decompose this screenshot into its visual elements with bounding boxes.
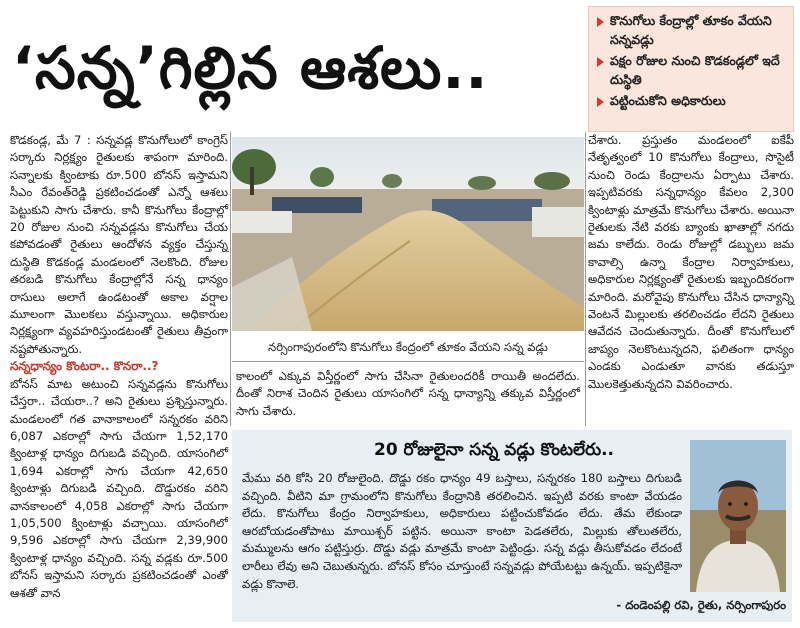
highlight-text: పక్షం రోజుల నుంచి కొడకండ్లలో ఇదే దుస్థితి — [610, 53, 780, 87]
photo-caption: నర్సింగాపురంలోని కొనుగోలు కేంద్రంలో తూకం వేయని సన్న వడ్లు — [232, 333, 584, 362]
triangle-bullet-icon — [597, 97, 604, 107]
article-column-1 — [10, 132, 228, 602]
column-divider — [230, 132, 231, 426]
quote-paragraph: మేము వరి కోసి 20 రోజులైంది. దొడ్డు రకం ధాన్యం 49 బస్తాలు, సన్నరకం 180 బస్తాలు దిగుబడి వచ్చింది. వీటిని మా గ్రామంలోని కొనుగోలు కేంద్రానికి తరలించిన. ఇప్పటి వరకు కాంటా వేయడం లేదు. కొనుగోలు కేంద్రం నిర్వాహకులు, అధికారులు పట్టించుకోవడం లేదు. తేమ లేకుండా ఆరబోయడంతోపాటు మాయిశ్చర్‌ పట్టిన. అయినా కాంటా పెడతలేరు, మిల్లుకు తోలుతలేరు, మమ్ములను ఆగం పట్టిస్తుర్రు. దొడ్డు వడ్లు మాత్రమే కాంటా పెట్టిండ్రు. సన్న వడ్లు తీసుకోవడం లేదంటే లారీలు లేవు అని చెబుతున్నరు. బోనస్‌ కోసం చూస్తుంటే సన్నవడ్లు పోయేటట్టు ఉన్నయ్‌. ఇప్పటికైనా వడ్లు కొనాలె. — [242, 471, 682, 591]
highlight-item — [597, 91, 787, 110]
triangle-bullet-icon — [597, 57, 604, 67]
farmer-portrait-photo — [690, 440, 786, 592]
farmer-portrait-illustration — [690, 440, 786, 592]
triangle-bullet-icon — [597, 17, 604, 27]
article-column-3 — [588, 132, 794, 393]
highlights-box — [588, 6, 794, 132]
article-paragraph: కాలంలో ఎక్కువ విస్తీర్ణంలో సాగు చేసినా రైతులందరికీ రాయితీ అందలేదు. దీంతో నిరాశ చెందిన రైతులు యాసంగిలో సన్న ధాన్యాన్ని తక్కువ విస్తీర్ణంలో సాగు చేశారు. — [236, 369, 580, 418]
rice-heap-illustration — [232, 137, 584, 331]
article-paragraph: కొడకండ్ల, మే 7 : సన్నవడ్ల కొనుగోలులో కాంగ్రెస్‌ సర్కారు నిర్లక్ష్యం రైతులకు శాపంగా మారింది. సన్నాలకు క్వింటాకు రూ.500 బోనస్‌ ఇస్తామని సీఎం రేవంత్‌రెడ్డి ప్రకటించడంతో ఎన్నో ఆశలు పెట్టుకుని సాగు చేశారు. కానీ కొనుగోలు కేంద్రాల్లో 20 రోజుల నుంచి సన్నవడ్లను కొనుగోలు చేయ కపోవడంతో రైతులు ఆందోళన వ్యక్తం చేస్తున్న దుస్థితి కొడకండ్ల మండలంలో నెలకొంది. రోజుల తరబడి కొనుగోలు కేంద్రాల్లోనే సన్న ధాన్యం రాసులు అలాగే ఉండటంతో అకాల వర్షాల మూలంగా మొలకలు వస్తున్నాయి. అధికారుల నిర్లక్ష్యంగా వ్యవహరిస్తుండటంతో రైతులు తీవ్రంగా నష్టపోతున్నారు. — [10, 133, 228, 356]
rice-heap-photo — [232, 137, 584, 331]
highlight-text: కొనుగోలు కేంద్రాల్లో తూకం వేయని సన్నవడ్లు — [610, 13, 772, 47]
highlight-item — [597, 51, 787, 89]
quote-attribution: - దండెంపల్లి రవి, రైతు, నర్సింగాపురం — [616, 598, 786, 612]
article-paragraph: చేశారు. ప్రస్తుతం మండలంలో ఐకేపీ నేతృత్వంలో 10 కొనుగోలు కేంద్రాలు, సొసైటీ నుంచి రెండు కేంద్రాలను ఏర్పాటు చేశారు. ఇప్పటివరకు సన్నధాన్యం కేవలం 2,300 క్వింటాళ్లు మాత్రమే కొనుగోలు చేశారు. అయినా రైతులకు నేటి వరకు బ్యాంకు ఖాతాల్లో నగదు జమ కాలేదు. రెండు రోజుల్లో డబ్బులు జమ కావాల్సి ఉన్నా కేంద్రాల నిర్వాహకులు, అధికారుల నిర్లక్ష్యంతో రైతులకు ఇబ్బందికరంగా మారింది. మరోవైపు కొనుగోలు చేసిన ధాన్యాన్ని వెంటనే మిల్లులకు తరలించడం లేదని రైతులు ఆవేదన చెందుతున్నారు. దీంతో కొనుగోలులో జాప్యం నెలకొంటున్నదని, ఫలితంగా ధాన్యం ఎండకు ఎండుతూ వానకు తడుస్తూ మొలకెత్తుతున్నదని వివరించారు. — [588, 133, 794, 391]
quote-body — [242, 470, 682, 593]
article-subhead: సన్నధాన్యం కొంటరా.. కొనరా..? — [10, 359, 159, 374]
headline: ‘సన్న’గిల్లిన ఆశలు.. — [12, 34, 489, 102]
highlight-text: పట్టించుకోని అధికారులు — [610, 93, 726, 108]
article-column-2 — [236, 368, 580, 420]
farmer-quote-box — [232, 430, 792, 622]
column-divider — [585, 132, 586, 426]
highlight-item — [597, 11, 787, 49]
quote-title: 20 రోజులైనా సన్న వడ్లు కొంటలేరు.. — [373, 440, 614, 460]
article-paragraph: బోనస్‌ మాట అటుంచి సన్నవడ్లను కొనుగోలు చేస్తరా.. చేయరా..? అని రైతులు ప్రశ్నిస్తున్నారు. మండలంలో గత వానాకాలంలో సన్నరకం వరిని 6,087 ఎకరాల్లో సాగు చేయగా 1,52,170 క్వింటాళ్ల ధాన్యం దిగుబడి వచ్చింది. యాసంగిలో 1,694 ఎకరాల్లో సాగు చేయగా 42,650 క్వింటాళ్లు దిగుబడి వచ్చింది. దొడ్డురకం వరిని వానకాలంలో 4,058 ఎకరాల్లో సాగు చేయగా 1,05,500 క్వింటాళ్లు వచ్చాయి. యాసంగిలో 9,596 ఎకరాల్లో సాగు చేయగా 2,39,900 క్వింటాళ్ల ధాన్యం వచ్చింది. సన్న వడ్లకు రూ.500 బోనస్‌ ఇస్తామని సర్కారు ప్రకటించడంతో ఎంతో ఆశతో వాన — [10, 376, 228, 600]
